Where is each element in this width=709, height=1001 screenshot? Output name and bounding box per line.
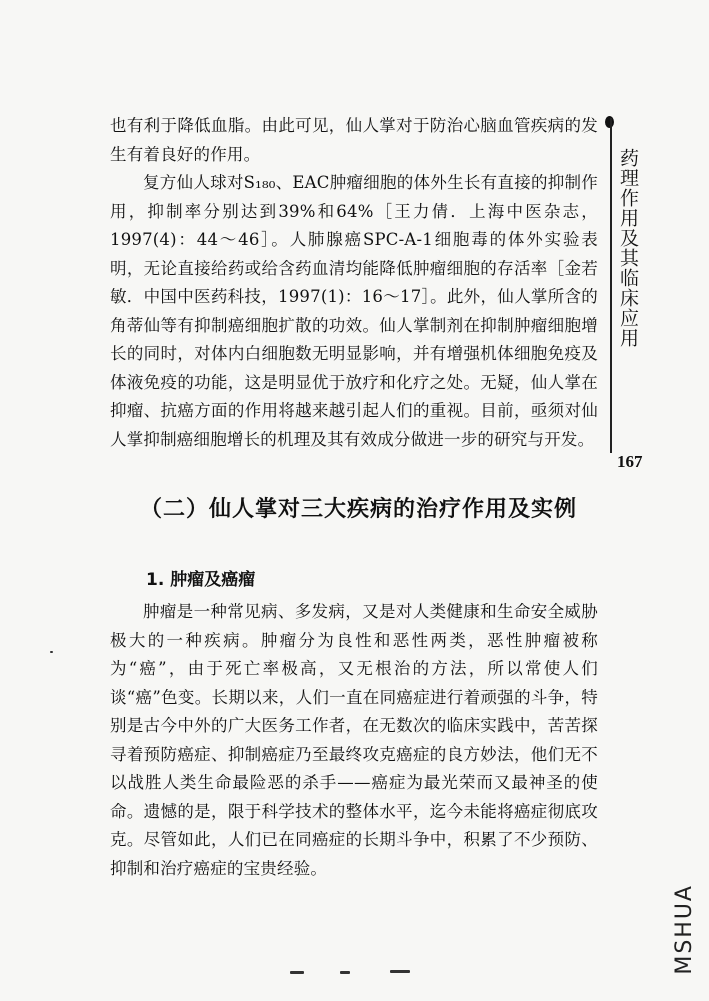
scan-speck: [340, 971, 350, 974]
paragraph-1: 也有利于降低血脂。由此可见，仙人掌对于防治心脑血管疾病的发生有着良好的作用。: [110, 116, 598, 164]
running-section-title: 药理作用及其临床应用: [617, 148, 639, 348]
scan-speck: [390, 970, 410, 973]
paragraph-3: 肿瘤是一种常见病、多发病，又是对人类健康和生命安全威胁极大的一种疾病。肿瘤分为良性和恶性两类，恶性肿瘤被称为“癌”，由于死亡率极高，又无根治的方法，所以常使人们谈“癌”色变。长期以来，人们一直在同癌症进行着顽强的斗争，特别是古今中外的广大医务工作者，在无数次的临床实践中，苦苦探寻着预防癌症、抑制癌症乃至最终攻克癌症的良方妙法，他们无不以战胜人类生命最险恶的杀手——癌症为最光荣而又最神圣的使命。遗憾的是，限于科学技术的整体水平，迄今未能将癌症彻底攻克。尽管如此，人们已在同癌症的长期斗争中，积累了不少预防、抑制和治疗癌症的宝贵经验。: [110, 602, 598, 878]
scan-speck: [290, 971, 304, 974]
section-heading: （二）仙人掌对三大疾病的治疗作用及实例: [140, 497, 578, 522]
subsection-heading: 1. 肿瘤及癌瘤: [146, 570, 256, 590]
watermark: MSHUA: [672, 884, 697, 975]
page-number: 167: [617, 452, 643, 471]
scan-speck: [50, 651, 53, 653]
paragraph-2: 复方仙人球对S₁₈₀、EAC肿瘤细胞的体外生长有直接的抑制作用，抑制率分别达到39%和64%［王力倩．上海中医杂志，1997(4)：44～46］。人肺腺癌SPC-A-1细胞毒的体外实验表明，无论直接给药或给含药血清均能降低肿瘤细胞的存活率［金若敏．中国中医药科技，1997(1)：16～17］。此外，仙人掌所含的角蒂仙等有抑制癌细胞扩散的功效。仙人掌制剂在抑制肿瘤细胞增长的同时，对体内白细胞数无明显影响，并有增强机体细胞免疫及体液免疫的功能，这是明显优于放疗和化疗之处。无疑，仙人掌在抑瘤、抗癌方面的作用将越来越引起人们的重视。目前，亟须对仙人掌抑制癌细胞增长的机理及其有效成分做进一步的研究与开发。: [110, 173, 598, 449]
margin-rule: [610, 118, 612, 453]
